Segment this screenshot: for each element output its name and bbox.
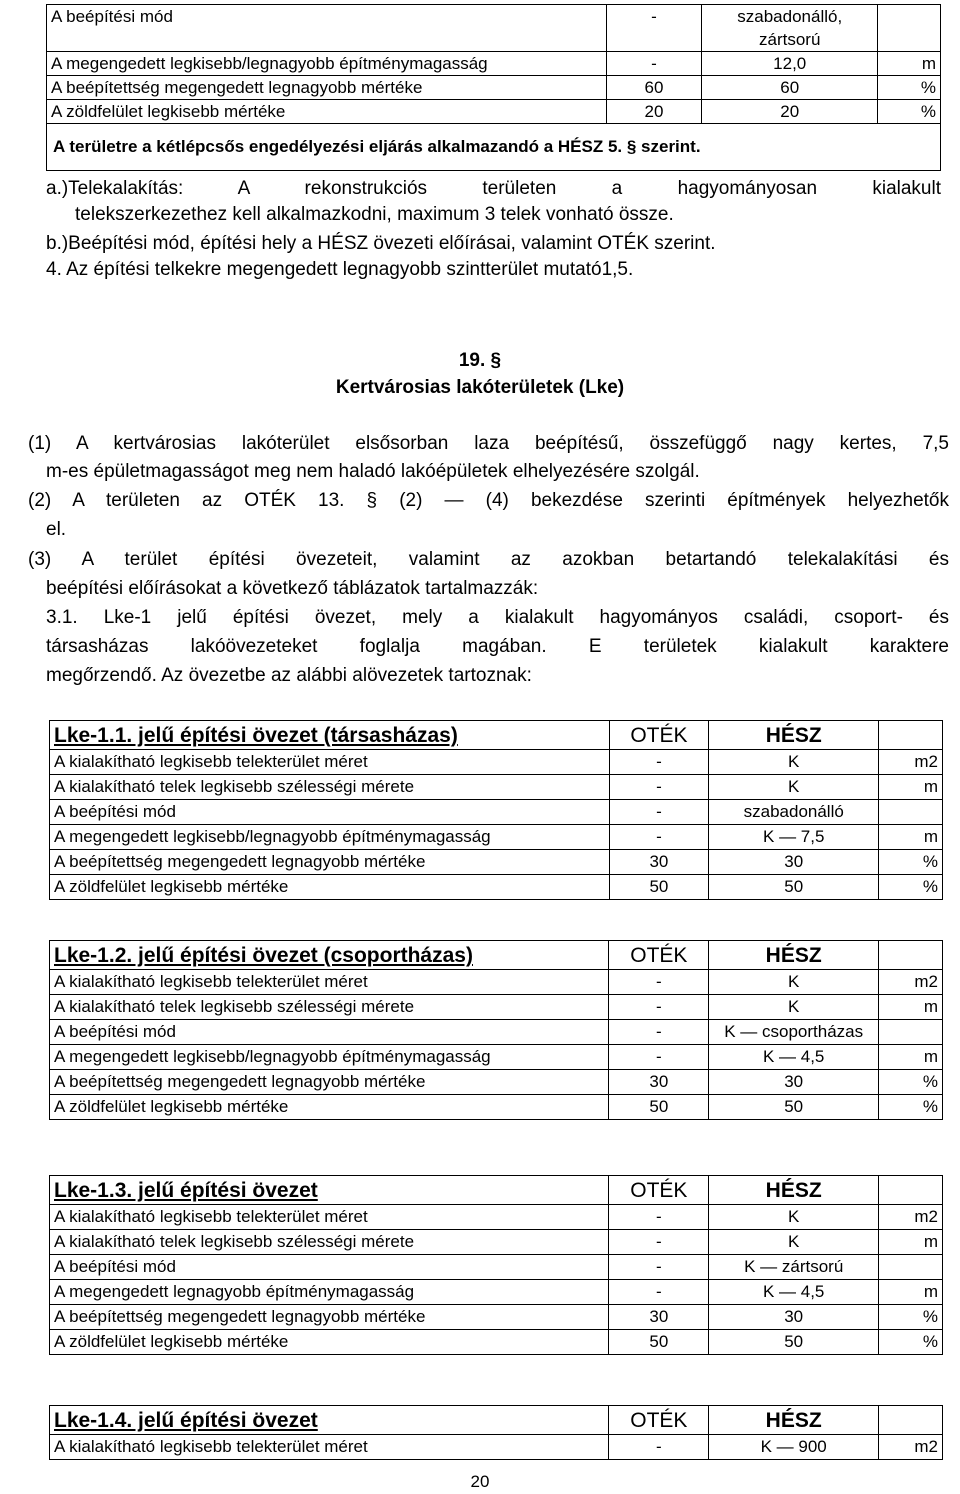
table-row	[50, 1045, 943, 1070]
paragraph-1-cont	[46, 459, 946, 485]
hesz-value: 30	[709, 1070, 879, 1095]
unit-value: %	[879, 850, 943, 875]
row-label: A kialakítható telek legkisebb szélességi mérete	[50, 1230, 609, 1255]
paragraph-2-cont	[46, 517, 946, 543]
hesz-value: 30	[709, 1305, 879, 1330]
row-label: A zöldfelület legkisebb mértéke	[50, 875, 610, 900]
table-row	[50, 1255, 943, 1280]
table-row	[50, 1230, 943, 1255]
unit-value: m	[879, 825, 943, 850]
otek-value: -	[609, 1020, 709, 1045]
paragraph-3-cont	[46, 576, 946, 602]
unit-value: %	[878, 100, 941, 124]
otek-value: -	[609, 800, 709, 825]
paragraph-3-line-2: beépítési előírásokat a következő táblázatok tartalmazzák:	[46, 578, 539, 599]
hesz-value: K — 4,5	[709, 1045, 879, 1070]
otek-value: -	[609, 1045, 709, 1070]
rule-b	[46, 231, 941, 257]
otek-value: 50	[609, 1095, 709, 1120]
paragraph-3-1-line-1: 3.1. Lke-1 jelű építési övezet, mely a kialakult hagyományos családi, csoport- és	[46, 607, 949, 628]
zone-title: Lke-1.2. jelű építési övezet (csoportházas)	[50, 941, 609, 970]
hesz-value: 12,0	[702, 52, 878, 76]
paragraph-2-line-2: el.	[46, 519, 67, 540]
hesz-value: K — csoportházas	[709, 1020, 879, 1045]
top-regulation-table	[46, 4, 941, 171]
otek-value: -	[609, 1205, 709, 1230]
paragraph-1-line-2: m-es épületmagasságot meg nem haladó lakóépületek elhelyezésére szolgál.	[46, 461, 700, 482]
unit-value	[878, 5, 941, 52]
rule-a-line-1: a.)Telekalakítás: A rekonstrukciós területen a hagyományosan kialakult	[46, 178, 941, 199]
unit-value: m2	[879, 1205, 943, 1230]
paragraph-2-line-1: (2) A területen az OTÉK 13. § (2) — (4) bekezdése szerinti építmények helyezhetők	[28, 490, 949, 511]
row-label: A kialakítható legkisebb telekterület méret	[50, 1435, 609, 1460]
otek-value: 50	[609, 875, 709, 900]
unit-value: %	[879, 1070, 943, 1095]
table-row	[47, 5, 941, 52]
row-label: A kialakítható legkisebb telekterület méret	[50, 970, 609, 995]
table-row	[50, 850, 943, 875]
otek-value: -	[606, 5, 702, 52]
row-label: A kialakítható legkisebb telekterület méret	[50, 750, 610, 775]
otek-value: -	[609, 750, 709, 775]
zone-title: Lke-1.4. jelű építési övezet	[50, 1406, 609, 1435]
table-row	[50, 970, 943, 995]
table-row	[50, 825, 943, 850]
unit-value: m2	[879, 970, 943, 995]
row-label: A beépítési mód	[50, 1020, 609, 1045]
otek-value: 20	[606, 100, 702, 124]
hesz-value: K	[709, 1205, 879, 1230]
table-row	[50, 1095, 943, 1120]
otek-value: 30	[609, 850, 709, 875]
row-label: A beépítettség megengedett legnagyobb mértéke	[50, 1070, 609, 1095]
otek-value: -	[609, 1280, 709, 1305]
unit-value: m	[878, 52, 941, 76]
row-label: A megengedett legkisebb/legnagyobb építménymagasság	[50, 825, 610, 850]
hesz-value: K — zártsorú	[709, 1255, 879, 1280]
table-row	[50, 995, 943, 1020]
unit-value	[879, 800, 943, 825]
hesz-value: szabadonálló	[709, 800, 879, 825]
otek-value: 50	[609, 1330, 709, 1355]
table-row	[50, 1435, 943, 1460]
zone-table-lke-1-2	[49, 940, 943, 1120]
hesz-value: K — 4,5	[709, 1280, 879, 1305]
col-otek: OTÉK	[609, 1176, 709, 1205]
otek-value: -	[606, 52, 702, 76]
otek-value: 30	[609, 1305, 709, 1330]
paragraph-3-1-line-2: társasházas lakóövezeteket foglalja magában. E területek kialakult karaktere	[46, 636, 949, 657]
hesz-value: K — 900	[709, 1435, 879, 1460]
hesz-value: 60	[702, 76, 878, 100]
point-4-text: 4. Az építési telkekre megengedett legnagyobb szintterület mutató1,5.	[46, 259, 634, 280]
procedure-note: A területre a kétlépcsős engedélyezési eljárás alkalmazandó a HÉSZ 5. § szerint.	[47, 124, 941, 171]
table-header-row	[50, 721, 943, 750]
table-header-row	[50, 941, 943, 970]
unit-value	[879, 1255, 943, 1280]
zone-title: Lke-1.3. jelű építési övezet	[50, 1176, 609, 1205]
hesz-value: szabadonálló, zártsorú	[702, 5, 878, 52]
zone-table-lke-1-4	[49, 1405, 943, 1460]
row-label: A megengedett legkisebb/legnagyobb építménymagasság	[47, 52, 607, 76]
row-label: A beépítettség megengedett legnagyobb mértéke	[50, 1305, 609, 1330]
otek-value: -	[609, 775, 709, 800]
hesz-value: K	[709, 995, 879, 1020]
row-label: A zöldfelület legkisebb mértéke	[50, 1095, 609, 1120]
paragraph-1-line-1: (1) A kertvárosias lakóterület elsősorban laza beépítésű, összefüggő nagy kertes, 7,5	[28, 433, 949, 454]
table-row	[50, 1070, 943, 1095]
rule-a-cont	[75, 202, 941, 228]
paragraph-2	[28, 488, 949, 514]
unit-value: m2	[879, 1435, 943, 1460]
unit-value: %	[879, 1330, 943, 1355]
row-label: A zöldfelület legkisebb mértéke	[47, 100, 607, 124]
unit-value	[879, 1020, 943, 1045]
unit-value: m	[879, 1230, 943, 1255]
unit-value: m	[879, 995, 943, 1020]
hesz-value: 50	[709, 1330, 879, 1355]
hesz-value: 50	[709, 875, 879, 900]
table-header-row	[50, 1406, 943, 1435]
unit-value: %	[879, 1305, 943, 1330]
table-row	[50, 1280, 943, 1305]
otek-value: -	[609, 1255, 709, 1280]
row-label: A beépítési mód	[50, 1255, 609, 1280]
table-row	[50, 1205, 943, 1230]
otek-value: -	[609, 995, 709, 1020]
paragraph-3-1	[46, 605, 949, 631]
otek-value: -	[609, 1230, 709, 1255]
row-label: A kialakítható telek legkisebb szélességi mérete	[50, 995, 609, 1020]
otek-value: -	[609, 970, 709, 995]
row-label: A beépítettség megengedett legnagyobb mértéke	[50, 850, 610, 875]
table-row	[47, 100, 941, 124]
zone-table-lke-1-3	[49, 1175, 943, 1355]
row-label: A megengedett legnagyobb építménymagasság	[50, 1280, 609, 1305]
point-4	[46, 257, 941, 283]
row-label: A kialakítható telek legkisebb szélességi mérete	[50, 775, 610, 800]
col-otek: OTÉK	[609, 721, 709, 750]
otek-value: 60	[606, 76, 702, 100]
row-label: A zöldfelület legkisebb mértéke	[50, 1330, 609, 1355]
row-label: A beépítési mód	[50, 800, 610, 825]
row-label: A megengedett legkisebb/legnagyobb építménymagasság	[50, 1045, 609, 1070]
table-row	[47, 76, 941, 100]
otek-value: -	[609, 1435, 709, 1460]
rule-b-line: b.)Beépítési mód, építési hely a HÉSZ övezeti előírásai, valamint OTÉK szerint.	[46, 233, 716, 254]
hesz-value: K	[709, 1230, 879, 1255]
table-header-row	[50, 1176, 943, 1205]
col-otek: OTÉK	[609, 941, 709, 970]
page-number: 20	[470, 1472, 490, 1491]
hesz-value: K	[709, 970, 879, 995]
row-label: A beépítési mód	[47, 5, 607, 52]
paragraph-3-1-end	[46, 663, 949, 689]
col-hesz: HÉSZ	[709, 1176, 879, 1205]
col-hesz: HÉSZ	[709, 721, 879, 750]
otek-value: -	[609, 825, 709, 850]
unit-value: m2	[879, 750, 943, 775]
unit-value: %	[879, 1095, 943, 1120]
table-row	[50, 1020, 943, 1045]
col-otek: OTÉK	[609, 1406, 709, 1435]
section-title: Kertvárosias lakóterületek (Lke)	[335, 377, 625, 398]
paragraph-3-1-line-3: megőrzendő. Az övezetbe az alábbi alövezetek tartoznak:	[46, 665, 532, 686]
rule-a-line-2: telekszerkezethez kell alkalmazkodni, maximum 3 telek vonható össze.	[75, 204, 674, 225]
section-number: 19. §	[458, 350, 502, 371]
unit-value: %	[879, 875, 943, 900]
hesz-value: K — 7,5	[709, 825, 879, 850]
hesz-value: K	[709, 750, 879, 775]
col-hesz: HÉSZ	[709, 1406, 879, 1435]
unit-value: m	[879, 1045, 943, 1070]
unit-value: m	[879, 775, 943, 800]
paragraph-3	[28, 547, 949, 573]
zone-title: Lke-1.1. jelű építési övezet (társasházas)	[50, 721, 610, 750]
unit-value: m	[879, 1280, 943, 1305]
row-label: A kialakítható legkisebb telekterület méret	[50, 1205, 609, 1230]
hesz-value: K	[709, 775, 879, 800]
col-hesz: HÉSZ	[709, 941, 879, 970]
hesz-value: 50	[709, 1095, 879, 1120]
table-row	[47, 52, 941, 76]
paragraph-3-1-cont	[46, 634, 949, 660]
table-note-row	[47, 124, 941, 171]
table-row	[50, 750, 943, 775]
hesz-value: 30	[709, 850, 879, 875]
hesz-value: 20	[702, 100, 878, 124]
table-row	[50, 775, 943, 800]
table-row	[50, 875, 943, 900]
unit-value: %	[878, 76, 941, 100]
table-row	[50, 1330, 943, 1355]
zone-table-lke-1-1	[49, 720, 943, 900]
row-label: A beépítettség megengedett legnagyobb mértéke	[47, 76, 607, 100]
otek-value: 30	[609, 1070, 709, 1095]
paragraph-3-line-1: (3) A terület építési övezeteit, valamint az azokban betartandó telekalakítási és	[28, 549, 949, 570]
table-row	[50, 800, 943, 825]
rule-a	[46, 176, 941, 202]
table-row	[50, 1305, 943, 1330]
paragraph-1	[28, 431, 949, 457]
